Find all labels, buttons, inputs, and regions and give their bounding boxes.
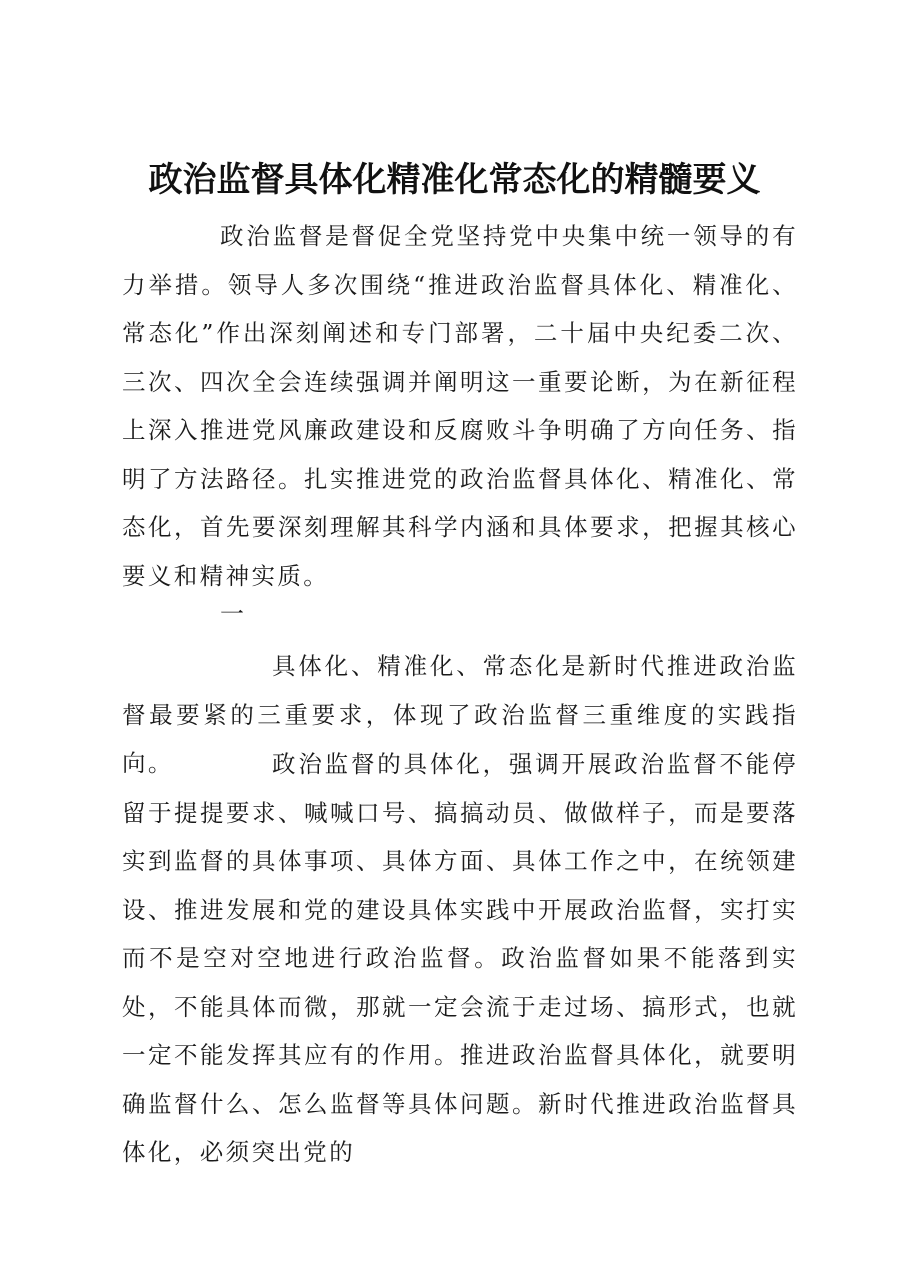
document-title: 政治监督具体化精准化常态化的精髓要义 <box>148 160 761 200</box>
section-number: 一 <box>220 600 244 628</box>
paragraph-intro: 政治监督是督促全党坚持党中央集中统一领导的有力举措。领导人多次围绕“推进政治监督具体化、精准化、常态化”作出深刻阐述和专门部署，二十届中央纪委二次、三次、四次全会连续强调并阐明这一重要论断，为在新征程上深入推进党风廉政建设和反腐败斗争明确了方向任务、指明了方法路径。扎实推进党的政治监督具体化、精准化、常态化，首先要深刻理解其科学内涵和具体要求，把握其核心要义和精神实质。 <box>122 222 798 590</box>
paragraph-concretization: 政治监督的具体化，强调开展政治监督不能停留于提提要求、喊喊口号、搞搞动员、做做样子，而是要落实到监督的具体事项、具体方面、具体工作之中，在统领建设、推进发展和党的建设具体实践中开展政治监督，实打实而不是空对空地进行政治监督。政治监督如果不能落到实处，不能具体而微，那就一定会流于走过场、搞形式，也就一定不能发挥其应有的作用。推进政治监督具体化，就要明确监督什么、怎么监督等具体问题。新时代推进政治监督具体化，必须突出党的 <box>122 750 798 1166</box>
paragraph-three-requirements: 具体化、精准化、常态化是新时代推进政治监督最要紧的三重要求，体现了政治监督三重维度的实践指向。 <box>122 652 798 777</box>
